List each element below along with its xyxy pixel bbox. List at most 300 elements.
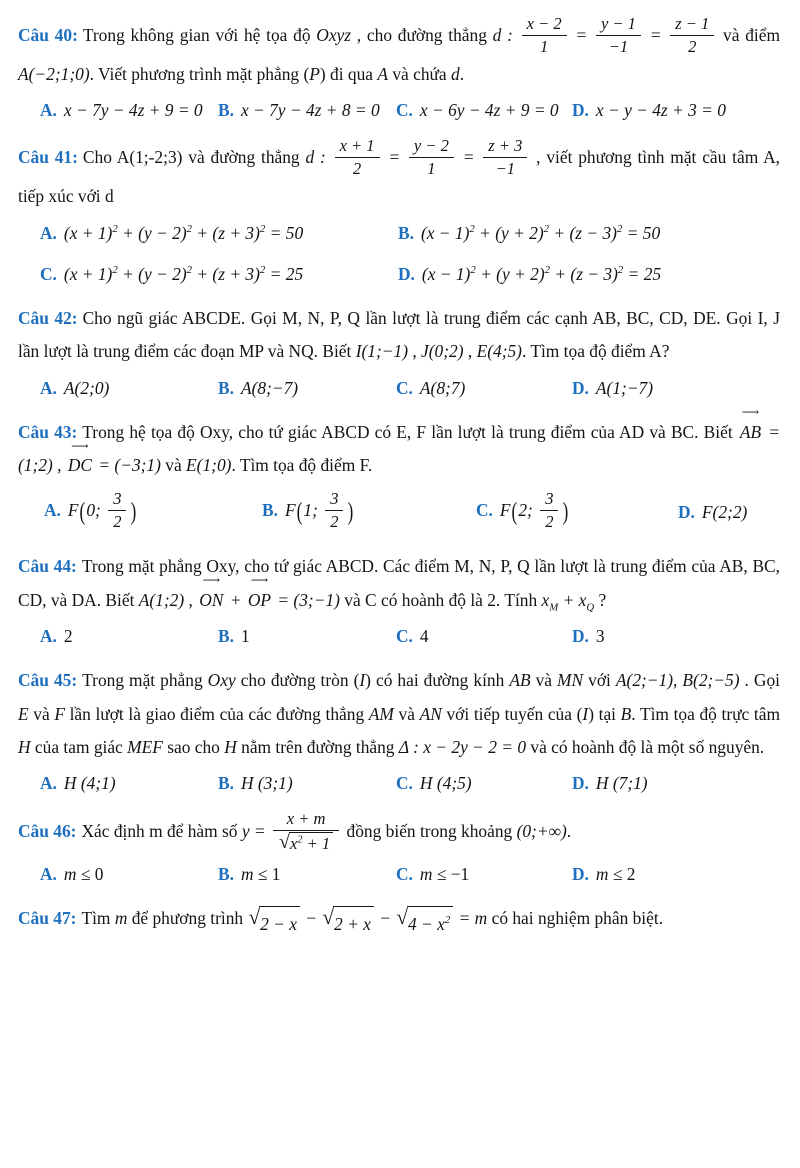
answer-option-c [396, 626, 572, 647]
vector-notation [199, 573, 224, 617]
answer-option-a [40, 100, 218, 121]
math-run: (x − 1) [420, 222, 470, 243]
answer-letter: D. [678, 501, 695, 522]
answer-letter: A. [40, 222, 57, 243]
vector-notation [247, 573, 271, 617]
answer-letter: A. [40, 773, 57, 794]
math-run: + (z − 3) [549, 222, 617, 243]
math-run: + (z + 3) [192, 222, 260, 243]
big-paren: ) [130, 496, 137, 526]
math-run: − [374, 908, 396, 929]
sqrt-expression [322, 906, 374, 941]
superscript: 2 [186, 223, 192, 236]
fraction [273, 809, 339, 853]
fraction-denominator: 2 [545, 511, 554, 531]
text-run: có hai nghiệm phân biệt. [487, 908, 664, 929]
fraction-numerator: y − 1 [596, 14, 641, 36]
math-run: x − 7y − 4z + 9 = 0 [63, 100, 203, 121]
vector-arrow-icon: ⟶ [250, 573, 269, 588]
answer-option-b [218, 100, 396, 121]
math-run: (x + 1) [63, 222, 113, 243]
math-run: Δ : x − 2y − 2 = 0 [398, 737, 527, 758]
math-run: Oxyz [316, 25, 352, 45]
question-text [18, 811, 780, 855]
superscript: 2 [444, 914, 451, 927]
answer-option-b [398, 223, 780, 244]
vector-name: AB [739, 421, 762, 442]
math-run: F [67, 500, 79, 521]
sqrt-expression [396, 906, 453, 941]
answer-option-d [572, 773, 780, 794]
text-run: với [583, 670, 616, 691]
math-run: m [419, 864, 433, 885]
math-run: A(2;−1) [615, 670, 674, 691]
math-run: AN [419, 703, 442, 724]
answer-row [18, 491, 780, 533]
answer-option-b [218, 626, 396, 647]
text-run: 1 [240, 626, 250, 647]
text-run: và chứa [387, 64, 451, 84]
fraction [325, 489, 343, 531]
question-number: Câu 41: [18, 147, 78, 168]
text-run: Trong mặt phẳng [82, 670, 208, 691]
fraction-denominator: 2 [352, 158, 362, 178]
answer-value [420, 378, 465, 398]
math-run: AM [368, 703, 394, 724]
text-run: và [530, 670, 558, 691]
math-run: (x − 1) [421, 263, 471, 284]
answer-value [596, 864, 636, 884]
text-run: lần lượt là giao điểm của các đường thẳng [64, 703, 369, 724]
text-run: ) đi qua [319, 64, 378, 84]
question-statement [18, 670, 780, 757]
fraction-numerator: x + 1 [335, 136, 380, 158]
answer-grid [18, 223, 780, 285]
math-run: m [63, 864, 77, 885]
math-run: F [284, 500, 296, 521]
text-run: . [566, 821, 572, 842]
text-run: ≤ 2 [608, 864, 636, 885]
question-46 [18, 811, 780, 885]
math-run: + 1 [302, 833, 331, 853]
question-44 [18, 550, 780, 647]
text-run: 4 [419, 626, 429, 647]
math-run: x [290, 833, 298, 853]
superscript: 2 [297, 834, 303, 846]
fraction [670, 14, 714, 56]
text-run: Trong không gian với hệ tọa độ [82, 25, 317, 45]
text-run: ) có hai đường kính [365, 670, 510, 691]
math-run: y = [241, 821, 270, 842]
math-run: = 25 [265, 263, 304, 284]
superscript: 2 [469, 223, 475, 236]
vector-arrow-icon: ⟶ [741, 405, 760, 420]
text-run: ≤ 1 [253, 864, 281, 885]
answer-option-c [396, 100, 572, 121]
text-run: . Viết phương trình mặt phẳng ( [89, 64, 310, 84]
question-number: Câu 45: [18, 670, 78, 691]
math-run: d : [305, 147, 332, 168]
text-run: Trong hệ tọa độ Oxy, cho tứ giác ABCD có E, F lần lượt là trung điểm của AD và BC. Biết [82, 421, 738, 442]
question-text [18, 902, 780, 941]
text-run: . Tìm tọa độ điểm F. [231, 455, 373, 476]
question-statement [18, 136, 780, 207]
fraction-numerator: z + 3 [483, 136, 527, 158]
vector-arrow-icon: ⟶ [71, 438, 89, 453]
superscript: 2 [470, 264, 476, 277]
math-run: 1; [303, 500, 323, 521]
fraction-denominator: 2 [688, 36, 697, 56]
radical-sign: √ [278, 830, 291, 853]
math-run: B(2;−5) [682, 670, 740, 691]
text-run: với tiếp tuyến của ( [441, 703, 583, 724]
fraction [335, 136, 380, 178]
question-41 [18, 138, 780, 284]
math-run: x [541, 589, 550, 610]
answer-option-d [572, 378, 780, 399]
fraction-denominator [273, 831, 339, 854]
math-run: + (y − 2) [117, 222, 187, 243]
text-run: Cho ngũ giác ABCDE. Gọi M, N, P, Q lần lượt là trung điểm các cạnh AB, BC, CD, DE. Gọi I, J lần lượt là trung điểm các đoạn MP và NQ. Biết [18, 307, 780, 362]
math-run: + (z + 3) [192, 263, 260, 284]
math-run: F [54, 703, 65, 724]
math-run: A(8;7) [419, 377, 466, 398]
answer-letter: B. [218, 773, 234, 794]
radicand [259, 906, 300, 941]
answer-value [64, 223, 303, 243]
superscript: 2 [186, 264, 192, 277]
math-run: = (3;−1) [273, 589, 340, 610]
answer-letter: B. [218, 864, 234, 885]
math-run: = [456, 147, 481, 168]
radical-sign: √ [396, 905, 408, 930]
vector-notation [739, 405, 762, 449]
text-run: và C có hoành độ là 2. Tính [339, 589, 542, 610]
fraction [108, 489, 126, 531]
superscript: 2 [259, 223, 266, 236]
question-statement [18, 308, 780, 361]
math-run: = 50 [622, 222, 661, 243]
answer-value [241, 864, 281, 884]
math-run: A [377, 64, 388, 84]
answer-value [64, 864, 104, 884]
superscript: 2 [543, 223, 550, 236]
text-run: đồng biến trong khoảng [342, 821, 517, 842]
answer-value [241, 626, 250, 646]
fraction-denominator: 2 [113, 511, 122, 531]
big-paren: ( [511, 496, 518, 526]
math-run: m [595, 864, 609, 885]
answer-letter: C. [40, 263, 57, 284]
superscript: 2 [259, 264, 266, 277]
fraction [483, 136, 527, 178]
radical-sign: √ [322, 905, 335, 930]
math-run: A(2;0) [63, 377, 110, 398]
fraction-denominator: 1 [427, 158, 436, 178]
answer-value [420, 100, 559, 120]
answer-letter: A. [44, 500, 61, 521]
answer-letter: B. [218, 100, 234, 121]
big-paren: ) [347, 496, 354, 526]
fraction-denominator: −1 [608, 36, 629, 56]
math-run: (x + 1) [63, 263, 113, 284]
answer-option-b [218, 378, 396, 399]
answer-value [499, 489, 569, 531]
answer-letter: B. [218, 377, 234, 398]
answer-letter: D. [572, 773, 589, 794]
text-run: . Tìm tọa độ trực tâm [631, 703, 780, 724]
math-run: = 50 [265, 222, 304, 243]
text-run: ≤ 0 [76, 864, 104, 885]
sqrt-expression [248, 906, 300, 941]
superscript: 2 [616, 223, 623, 236]
text-run: cho đường tròn ( [235, 670, 360, 691]
math-run: m [114, 908, 128, 929]
fraction-numerator: y − 2 [409, 136, 454, 158]
text-run: , [184, 589, 198, 610]
answer-letter: C. [396, 773, 413, 794]
math-run: = (−3;1) [93, 455, 161, 476]
answer-row [18, 100, 780, 121]
math-run: 2 + x [334, 914, 371, 935]
answer-option-c [40, 264, 398, 285]
math-run: H (4;5) [419, 773, 472, 794]
fraction-numerator: 3 [325, 489, 343, 511]
math-run: H [224, 737, 237, 758]
answer-letter: D. [572, 377, 589, 398]
superscript: 2 [544, 264, 550, 277]
math-run: A(8;−7) [240, 377, 299, 398]
text-run: ? [594, 589, 607, 610]
math-run: d [451, 64, 460, 84]
answer-option-d [572, 864, 780, 885]
answer-value [420, 773, 472, 793]
math-run: H (4;1) [63, 773, 116, 794]
text-run: . Tìm tọa độ điểm A? [521, 341, 670, 362]
answer-option-b [262, 491, 476, 533]
answer-value [596, 378, 653, 398]
question-number: Câu 47: [18, 908, 77, 929]
vector-notation [67, 438, 92, 482]
fraction [540, 489, 558, 531]
question-text [18, 16, 780, 91]
question-statement [81, 809, 572, 853]
math-run: x − 6y − 4z + 9 = 0 [419, 100, 559, 121]
math-run: = [382, 147, 406, 168]
math-run: d : [492, 25, 519, 45]
answer-letter: B. [262, 500, 278, 521]
superscript: 2 [112, 264, 118, 277]
math-run: + x [558, 589, 587, 610]
math-run: x − 7y − 4z + 8 = 0 [240, 100, 380, 121]
answer-value [420, 626, 429, 646]
fraction-denominator: −1 [495, 158, 516, 178]
text-run: nằm trên đường thẳng [236, 737, 399, 758]
math-run: F [499, 500, 511, 521]
answer-value [596, 626, 605, 646]
text-run: và điểm [717, 25, 781, 45]
answer-value [241, 773, 293, 793]
math-run: = 25 [623, 263, 662, 284]
text-run: sao cho [162, 737, 225, 758]
text-run: , [52, 455, 66, 476]
answer-value [64, 378, 109, 398]
answer-value [64, 100, 203, 120]
subscript: M [549, 601, 559, 614]
math-run: x − y − 4z + 3 = 0 [595, 100, 726, 121]
answer-value [420, 864, 469, 884]
text-run: và [28, 703, 55, 724]
answer-value [241, 100, 380, 120]
fraction [409, 136, 454, 178]
fraction-numerator: 3 [108, 489, 126, 511]
math-run: 4 − x [408, 914, 445, 935]
answer-letter: B. [218, 626, 234, 647]
math-run: = [643, 25, 668, 45]
fraction [522, 14, 567, 56]
text-run: Trong mặt phẳng Oxy, cho tứ giác ABCD. Các điểm M, N, P, Q lần lượt là trung điểm của AB, BC, CD, và DA. Biết [18, 556, 780, 610]
math-run: + (y + 2) [474, 222, 544, 243]
math-run: (0;+∞) [516, 821, 567, 842]
text-run: ) tại [588, 703, 621, 724]
answer-letter: A. [40, 100, 57, 121]
math-run: + [225, 589, 246, 610]
answer-option-b [218, 773, 396, 794]
math-run: m [240, 864, 254, 885]
answer-option-c [476, 491, 678, 533]
answer-value [284, 489, 354, 531]
answer-value [421, 223, 660, 243]
answer-row [18, 773, 780, 794]
text-run: . [459, 64, 465, 84]
math-run: AB [509, 670, 531, 691]
answer-value [64, 264, 303, 284]
math-run: 2; [518, 500, 538, 521]
math-run: H (7;1) [595, 773, 648, 794]
question-text [18, 664, 780, 764]
vector-arrow-icon: ⟶ [202, 573, 220, 588]
answer-value [422, 264, 661, 284]
answer-letter: B. [398, 222, 414, 243]
question-42 [18, 302, 780, 399]
answer-option-c [396, 773, 572, 794]
question-statement [18, 405, 780, 476]
answer-option-a [44, 491, 262, 533]
math-run: A(−2;1;0) [18, 64, 90, 84]
answer-option-d [572, 100, 780, 121]
text-run: và [160, 455, 187, 476]
text-run: 3 [595, 626, 605, 647]
question-text [18, 405, 780, 483]
text-run: 2 [63, 626, 73, 647]
answer-letter: C. [396, 377, 413, 398]
big-paren: ) [562, 496, 569, 526]
text-run: , [408, 341, 422, 362]
math-run: MN [557, 670, 584, 691]
answer-letter: C. [476, 500, 493, 521]
math-run: MEF [127, 737, 163, 758]
math-run: − [300, 908, 322, 929]
answer-letter: C. [396, 100, 413, 121]
math-run: F(2;2) [701, 501, 748, 522]
answer-letter: D. [572, 626, 589, 647]
fraction-numerator [273, 809, 339, 831]
math-run: + (y − 2) [117, 263, 187, 284]
answer-letter: D. [572, 100, 589, 121]
answer-option-d [398, 264, 780, 285]
vector-name: OP [247, 589, 271, 610]
text-run: , [463, 341, 477, 362]
math-run: I [582, 703, 589, 724]
question-47 [18, 902, 780, 941]
math-run: A(1;2) [138, 589, 185, 610]
math-run: A(1;−7) [595, 377, 654, 398]
answer-letter: A. [40, 377, 57, 398]
math-run: B [620, 703, 632, 724]
answer-row [18, 378, 780, 399]
text-run: ≤ −1 [432, 864, 470, 885]
fraction-numerator: z − 1 [670, 14, 714, 36]
answer-letter: C. [396, 626, 413, 647]
math-run: E(1;0) [186, 455, 232, 476]
superscript: 2 [112, 223, 118, 236]
fraction-numerator: x − 2 [522, 14, 567, 36]
vector-name: ON [199, 589, 224, 610]
question-statement [18, 556, 780, 614]
fraction-denominator: 1 [540, 36, 549, 56]
answer-option-a [40, 223, 398, 244]
vector-name: DC [67, 455, 92, 476]
answer-row [18, 864, 780, 885]
text-run: của tam giác [30, 737, 128, 758]
text-run: và [393, 703, 420, 724]
text-run: , cho đường thẳng [351, 25, 493, 45]
math-run: H (3;1) [240, 773, 293, 794]
math-run: + (y + 2) [475, 263, 545, 284]
math-run: H [18, 737, 31, 758]
subscript: Q [586, 601, 595, 614]
math-run: 0; [86, 500, 106, 521]
radicand [289, 832, 333, 854]
question-number: Câu 44: [18, 556, 77, 577]
question-text [18, 302, 780, 369]
math-run: Oxy [207, 670, 236, 691]
math-run: E(4;5) [476, 341, 522, 362]
sqrt-expression [279, 832, 333, 854]
question-number: Câu 40: [18, 25, 78, 45]
text-run: để phương trình [127, 908, 248, 929]
answer-letter: A. [40, 864, 57, 885]
text-run: Tìm [81, 908, 115, 929]
math-run: I(1;−1) [355, 341, 408, 362]
answer-value [596, 100, 726, 120]
answer-row [18, 626, 780, 647]
superscript: 2 [617, 264, 624, 277]
math-run: P [309, 64, 320, 84]
answer-value [596, 773, 648, 793]
text-run: , viết phương tình mặt cầu tâm A, tiếp xúc với d [18, 147, 780, 207]
question-statement [81, 905, 664, 935]
answer-letter: A. [40, 626, 57, 647]
answer-value [241, 378, 298, 398]
text-run: và có hoành độ là một số nguyên. [526, 737, 765, 758]
text-run: . Gọi [739, 670, 780, 691]
answer-option-c [396, 378, 572, 399]
math-run: E [18, 703, 29, 724]
answer-value [702, 502, 747, 522]
question-number: Câu 43: [18, 421, 78, 442]
text-run: Cho A(1;-2;3) và đường thẳng [82, 147, 306, 168]
